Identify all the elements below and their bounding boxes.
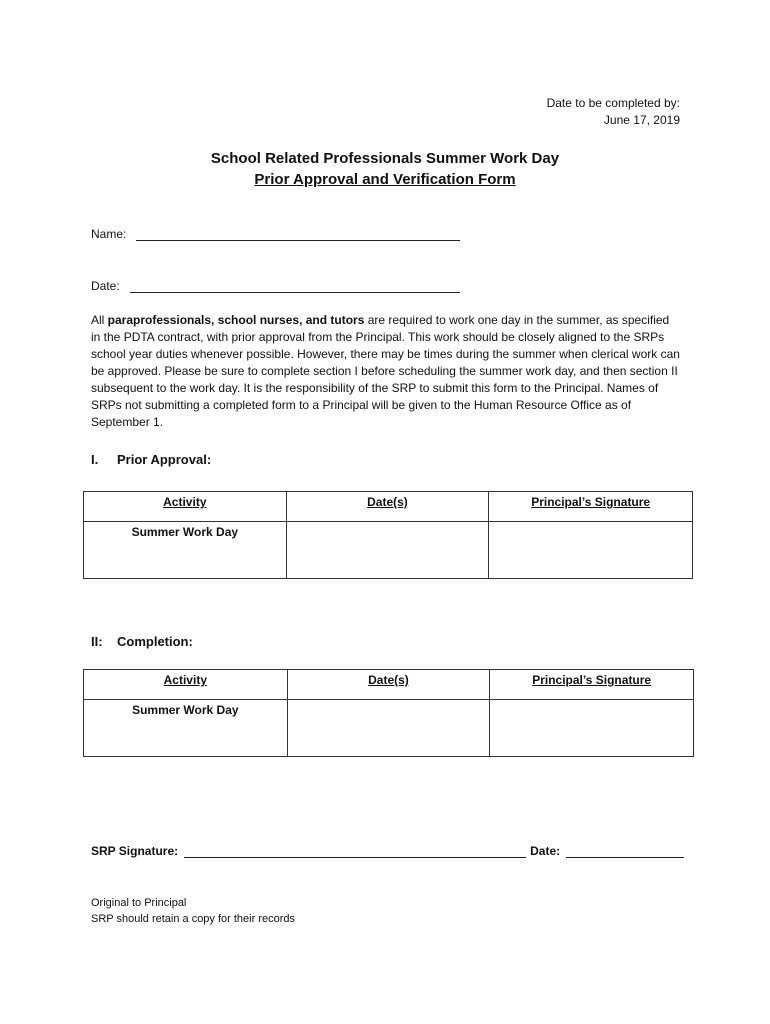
column-header-principal-signature: Principal’s Signature: [490, 670, 694, 700]
principal-signature-cell[interactable]: [490, 700, 694, 757]
srp-signature-line: [91, 844, 684, 858]
due-date-value: June 17, 2019: [603, 113, 680, 127]
activity-cell: Summer Work Day: [84, 700, 288, 757]
srp-signature-label: SRP Signature:: [91, 844, 179, 858]
form-subtitle: Prior Approval and Verification Form: [254, 171, 516, 188]
due-date-block: [547, 95, 680, 129]
footer-notes: [91, 895, 295, 927]
section-completion-heading: [91, 634, 193, 649]
due-date-label: Date to be completed by:: [546, 96, 680, 110]
section-title: Prior Approval:: [117, 452, 212, 467]
instructions-lead: All: [91, 313, 108, 327]
column-header-dates: Date(s): [287, 670, 490, 700]
name-blank-line[interactable]: [136, 228, 460, 241]
footer-line-copy: SRP should retain a copy for their records: [91, 913, 296, 925]
activity-cell: Summer Work Day: [84, 522, 287, 579]
name-field: [91, 227, 460, 241]
instructions-bold-roles: paraprofessionals, school nurses, and tutors: [107, 313, 365, 327]
section-prior-approval-heading: [91, 452, 211, 467]
section-title: Completion:: [117, 634, 193, 649]
column-header-activity: Activity: [84, 492, 287, 522]
section-number: I.: [91, 452, 99, 467]
date-label: Date:: [91, 279, 120, 293]
prior-approval-table: [83, 491, 693, 579]
footer-line-original: Original to Principal: [91, 897, 187, 909]
dates-input-cell[interactable]: [287, 700, 490, 757]
date-field: [91, 279, 460, 293]
table-row: [84, 700, 694, 757]
signature-date-label: Date:: [530, 844, 561, 858]
column-header-activity: Activity: [84, 670, 288, 700]
instructions-paragraph: [91, 312, 681, 431]
column-header-dates: Date(s): [286, 492, 489, 522]
principal-signature-cell[interactable]: [489, 522, 693, 579]
table-row: [84, 522, 693, 579]
table-header-row: [84, 670, 694, 700]
name-label: Name:: [91, 227, 127, 241]
column-header-principal-signature: Principal’s Signature: [489, 492, 693, 522]
signature-date-blank[interactable]: [566, 845, 684, 858]
srp-signature-blank[interactable]: [184, 845, 526, 858]
table-header-row: [84, 492, 693, 522]
instructions-body: are required to work one day in the summer, as specified in the PDTA contract, with prior approval from the Principal. This work should be closely aligned to the SRPs school year duties whenever possible. However, there may be times during the summer when clerical work can be approved. Please be sure to complete section I before scheduling the summer work day, and then section II subsequent to the work day. It is the responsibility of the SRP to submit this form to the Principal. Names of SRPs not submitting a completed form to a Principal will be given to the Human Resource Office as of September 1.: [91, 313, 680, 429]
dates-input-cell[interactable]: [286, 522, 489, 579]
completion-table: [83, 669, 694, 757]
section-number: II:: [91, 634, 103, 649]
date-blank-line[interactable]: [130, 280, 460, 293]
form-title: School Related Professionals Summer Work Day: [210, 150, 560, 167]
